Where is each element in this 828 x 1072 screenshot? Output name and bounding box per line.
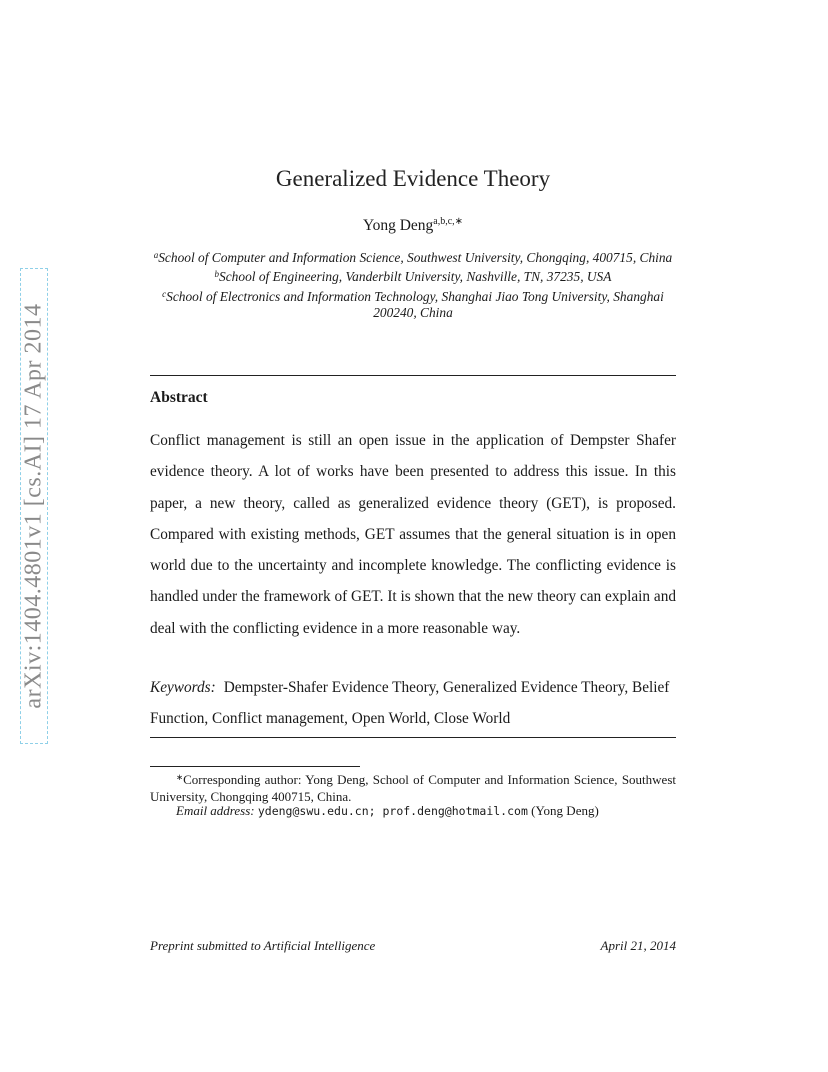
- keywords: [150, 672, 676, 735]
- footer-preprint-note: Preprint submitted to Artificial Intelligence: [150, 938, 376, 953]
- keywords-label: Keywords:: [150, 679, 216, 696]
- keywords-text: Dempster-Shafer Evidence Theory, Generalized Evidence Theory, Belief Function, Conflict management, Open World, Close World: [150, 679, 670, 728]
- author-line: [150, 216, 676, 235]
- footnote-rule: [150, 766, 360, 767]
- footer-date: April 21, 2014: [600, 938, 676, 953]
- abstract-body: Conflict management is still an open issue in the application of Dempster Shafer evidence theory. A lot of works have been presented to address this issue. In this paper, a new theory, called as generalized evidence theory (GET), is proposed. Compared with existing methods, GET assumes that the general situation is in open world due to the uncertainty and incomplete knowledge. The conflicting evidence is handled under the framework of GET. It is shown that the new theory can explain and deal with the conflicting evidence in a more reasonable way.: [150, 432, 676, 637]
- affiliation-a: $^a$School of Computer and Information Science, Southwest University, Chongqing, 400715, China: [153, 250, 673, 265]
- abstract-heading: Abstract: [150, 389, 208, 406]
- footnote: [150, 769, 676, 805]
- affiliation-b: $^b$School of Engineering, Vanderbilt University, Nashville, TN, 37235, USA: [214, 269, 612, 285]
- footnote-text: Corresponding author: Yong Deng, School of Computer and Information Science, Southwest University, Chongqing 400715, China.: [150, 772, 676, 804]
- affiliation-c: $^c$School of Electronics and Information Technology, Shanghai Jiao Tong University, Shanghai 200240, China: [162, 288, 664, 321]
- arxiv-identifier: arXiv:1404.4801v1 [cs.AI] 17 Apr 2014: [20, 303, 47, 709]
- arxiv-side-stamp: [20, 268, 48, 744]
- footnote-mark: ∗: [176, 772, 184, 782]
- email-line: [176, 803, 599, 819]
- paper-title: Generalized Evidence Theory: [275, 166, 551, 191]
- author-marks: a,b,c,∗: [433, 216, 464, 227]
- email-owner: (Yong Deng): [531, 803, 599, 818]
- abstract-top-rule: [150, 375, 676, 376]
- affiliations: [150, 247, 676, 322]
- abstract-bottom-rule: [150, 737, 676, 738]
- email-addresses[interactable]: ydeng@swu.edu.cn; prof.deng@hotmail.com: [257, 804, 528, 818]
- email-label: Email address:: [176, 803, 255, 818]
- author-name: Yong Deng: [362, 217, 434, 234]
